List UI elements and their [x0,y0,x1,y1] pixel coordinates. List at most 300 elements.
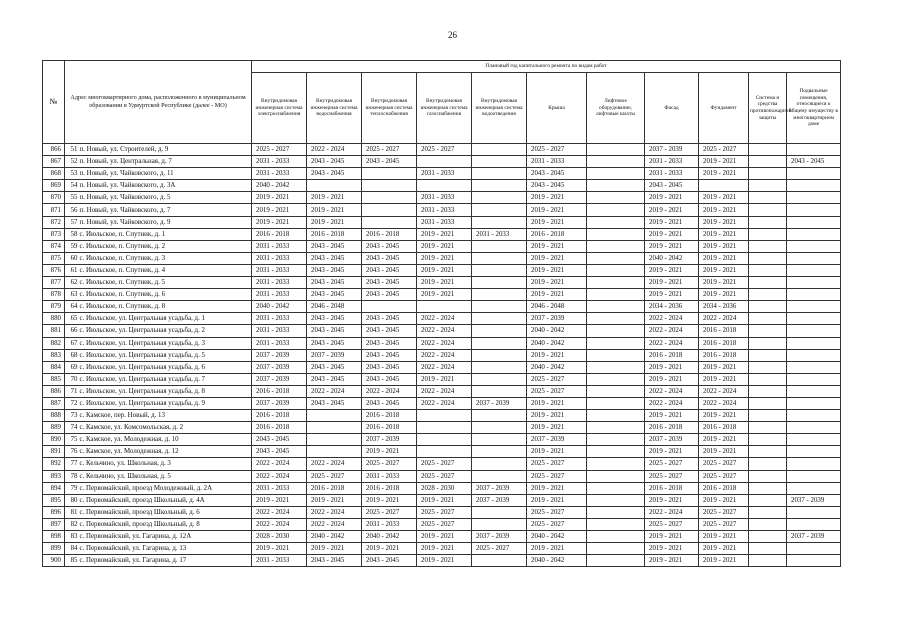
row-sub-number: 70 [65,373,79,385]
row-cell: 2025 - 2027 [699,144,749,156]
row-address: с. Первомайский, проезд Школьный, д. 4А [79,494,252,506]
row-cell: 2019 - 2021 [417,240,472,252]
row-cell: 2028 - 2030 [417,482,472,494]
row-cell [749,349,787,361]
row-cell [749,240,787,252]
row-cell: 2025 - 2027 [527,385,587,397]
row-sub-number: 73 [65,410,79,422]
row-cell [472,385,527,397]
row-cell [587,180,645,192]
row-cell: 2043 - 2045 [362,555,417,567]
row-cell [472,168,527,180]
row-cell: 2016 - 2018 [307,482,362,494]
capital-repair-table [42,60,841,567]
row-cell [787,422,841,434]
row-sub-number: 84 [65,543,79,555]
row-cell: 2031 - 2033 [417,192,472,204]
row-cell: 2025 - 2027 [417,518,472,530]
header-column: Подвальные помещения, относящиеся к общему имуществу в многоквартирном доме [787,73,841,144]
row-cell [472,301,527,313]
table-row [43,373,841,385]
row-cell: 2019 - 2021 [252,494,307,506]
row-cell: 2031 - 2033 [645,168,699,180]
row-cell: 2022 - 2024 [362,385,417,397]
row-cell [472,325,527,337]
row-sub-number: 58 [65,228,79,240]
row-cell [749,156,787,168]
table-row [43,168,841,180]
row-sub-number: 74 [65,422,79,434]
row-cell [472,156,527,168]
row-cell: 2019 - 2021 [307,204,362,216]
row-cell [787,168,841,180]
row-cell: 2019 - 2021 [252,216,307,228]
row-sub-number: 52 [65,156,79,168]
row-sub-number: 80 [65,494,79,506]
row-cell [587,506,645,518]
table-row [43,180,841,192]
row-cell: 2031 - 2033 [252,313,307,325]
row-cell [307,410,362,422]
row-cell: 2019 - 2021 [417,373,472,385]
row-cell: 2031 - 2033 [252,555,307,567]
row-cell: 2043 - 2045 [787,156,841,168]
row-cell [472,555,527,567]
row-cell: 2025 - 2027 [417,506,472,518]
row-cell [417,301,472,313]
row-cell: 2019 - 2021 [645,410,699,422]
row-cell [749,204,787,216]
row-cell [472,349,527,361]
row-cell: 2037 - 2039 [472,397,527,409]
row-cell [362,204,417,216]
row-cell: 2019 - 2021 [645,373,699,385]
row-cell: 2022 - 2024 [699,313,749,325]
table-row [43,337,841,349]
row-number: 873 [43,228,65,240]
header-column: Внутридомовая инженерная система газоснабжения [417,73,472,144]
row-cell [587,264,645,276]
row-cell [307,434,362,446]
row-cell: 2025 - 2027 [362,144,417,156]
row-cell: 2019 - 2021 [527,277,587,289]
row-address: с. Июльское, ул. Центральная усадьба, д. 3 [79,337,252,349]
row-cell: 2025 - 2027 [527,373,587,385]
row-cell [749,410,787,422]
row-cell [587,192,645,204]
row-cell [749,180,787,192]
row-address: с. Июльское, ул. Центральная усадьба, д. 9 [79,397,252,409]
row-cell: 2040 - 2042 [307,531,362,543]
table-row [43,385,841,397]
row-number: 867 [43,156,65,168]
row-address: п. Новый, ул. Чайковского, д. 5 [79,192,252,204]
row-address: с. Кельчино, ул. Школьная, д. 5 [79,470,252,482]
row-cell [787,313,841,325]
header-column: Внутридомовая инженерная система теплоснабжения [362,73,417,144]
row-cell: 2019 - 2021 [699,373,749,385]
row-cell [749,192,787,204]
row-cell: 2019 - 2021 [252,543,307,555]
page-number: 26 [448,30,457,40]
row-cell [587,434,645,446]
row-address: п. Новый, ул. Чайковского, д. 3А [79,180,252,192]
row-address: с. Июльское, ул. Центральная усадьба, д. 2 [79,325,252,337]
row-address: с. Июльское, п. Спутник, д. 2 [79,240,252,252]
row-cell: 2019 - 2021 [362,446,417,458]
row-cell [787,264,841,276]
table-row [43,216,841,228]
row-cell [587,518,645,530]
table-row [43,506,841,518]
row-address: с. Июльское, ул. Центральная усадьба, д. 1 [79,313,252,325]
row-cell [787,349,841,361]
row-cell: 2019 - 2021 [699,252,749,264]
row-cell [472,470,527,482]
row-number: 868 [43,168,65,180]
row-cell [587,240,645,252]
row-cell: 2037 - 2039 [527,313,587,325]
row-cell [587,494,645,506]
row-cell: 2019 - 2021 [417,289,472,301]
row-cell [587,458,645,470]
row-cell: 2016 - 2018 [699,337,749,349]
row-address: с. Кельчино, ул. Школьная, д. 3 [79,458,252,470]
header-num: № [43,61,65,144]
table-row [43,156,841,168]
row-cell [417,156,472,168]
row-cell: 2043 - 2045 [307,373,362,385]
row-cell [749,264,787,276]
row-cell: 2019 - 2021 [527,482,587,494]
row-cell: 2031 - 2033 [417,204,472,216]
row-cell: 2040 - 2042 [527,337,587,349]
row-cell [472,192,527,204]
table-row [43,277,841,289]
row-number: 872 [43,216,65,228]
row-cell [787,470,841,482]
row-cell: 2043 - 2045 [645,180,699,192]
row-cell: 2043 - 2045 [307,168,362,180]
row-cell [787,410,841,422]
row-cell: 2025 - 2027 [362,458,417,470]
row-cell: 2019 - 2021 [699,543,749,555]
row-cell [362,168,417,180]
row-address: с. Первомайский, проезд Школьный, д. 6 [79,506,252,518]
row-cell: 2025 - 2027 [417,470,472,482]
row-cell: 2043 - 2045 [307,240,362,252]
table-row [43,289,841,301]
row-cell [472,434,527,446]
table-row [43,543,841,555]
row-cell [749,168,787,180]
row-cell: 2037 - 2039 [252,361,307,373]
row-cell [749,531,787,543]
row-sub-number: 66 [65,325,79,337]
table-row [43,228,841,240]
row-cell: 2043 - 2045 [527,168,587,180]
row-cell [787,543,841,555]
row-sub-number: 75 [65,434,79,446]
row-cell: 2025 - 2027 [307,470,362,482]
row-cell: 2019 - 2021 [252,204,307,216]
row-cell: 2025 - 2027 [472,543,527,555]
row-number: 875 [43,252,65,264]
row-sub-number: 67 [65,337,79,349]
table-row [43,204,841,216]
row-address: с. Июльское, ул. Центральная усадьба, д. 6 [79,361,252,373]
row-cell: 2043 - 2045 [362,252,417,264]
row-cell: 2019 - 2021 [645,543,699,555]
row-cell: 2037 - 2039 [787,531,841,543]
row-cell [472,240,527,252]
row-number: 883 [43,349,65,361]
row-cell [587,349,645,361]
row-cell [472,458,527,470]
row-cell: 2019 - 2021 [699,168,749,180]
row-cell [472,361,527,373]
row-cell [472,264,527,276]
row-cell: 2037 - 2039 [645,434,699,446]
row-cell [417,410,472,422]
row-cell: 2022 - 2024 [417,325,472,337]
row-address: с. Июльское, п. Спутник, д. 6 [79,289,252,301]
row-cell [787,192,841,204]
row-cell [749,216,787,228]
row-address: с. Камское, ул. Молодежная, д. 12 [79,446,252,458]
header-plan-title: Плановый год капитального ремонта по видам работ [252,61,841,73]
row-cell [417,446,472,458]
row-cell: 2019 - 2021 [699,192,749,204]
row-cell: 2040 - 2042 [527,555,587,567]
header-column: Внутридомовая инженерная система электроснабжения [252,73,307,144]
row-address: с. Первомайский, проезд Школьный, д. 8 [79,518,252,530]
row-cell: 2043 - 2045 [362,156,417,168]
row-cell: 2043 - 2045 [362,397,417,409]
row-cell [749,482,787,494]
row-cell: 2043 - 2045 [307,361,362,373]
row-cell: 2022 - 2024 [252,506,307,518]
header-column: Внутридомовая инженерная система водоснабжения [307,73,362,144]
row-cell [587,325,645,337]
row-cell: 2019 - 2021 [645,216,699,228]
row-cell: 2031 - 2033 [417,216,472,228]
row-cell [472,180,527,192]
row-cell [472,313,527,325]
row-cell [587,204,645,216]
row-cell [472,277,527,289]
header-column: Фундамент [699,73,749,144]
row-cell [587,543,645,555]
row-cell: 2037 - 2039 [472,531,527,543]
row-cell [749,555,787,567]
row-cell [587,410,645,422]
row-cell [787,434,841,446]
row-cell [787,325,841,337]
row-cell [787,361,841,373]
row-cell: 2019 - 2021 [417,264,472,276]
row-sub-number: 60 [65,252,79,264]
row-number: 900 [43,555,65,567]
row-number: 869 [43,180,65,192]
row-cell: 2043 - 2045 [307,156,362,168]
row-cell: 2022 - 2024 [417,349,472,361]
row-cell: 2019 - 2021 [417,543,472,555]
row-cell [787,180,841,192]
row-cell: 2043 - 2045 [307,313,362,325]
row-cell: 2019 - 2021 [699,361,749,373]
row-cell: 2031 - 2033 [252,289,307,301]
table-row [43,361,841,373]
row-cell [749,385,787,397]
row-cell [587,422,645,434]
header-column: Система и средства противопожарной защиты [749,73,787,144]
row-cell: 2016 - 2018 [645,349,699,361]
row-cell [362,180,417,192]
row-number: 891 [43,446,65,458]
row-address: п. Новый, ул. Чайковского, д. 7 [79,204,252,216]
row-cell: 2019 - 2021 [417,228,472,240]
row-cell [472,216,527,228]
row-cell: 2043 - 2045 [527,180,587,192]
row-sub-number: 82 [65,518,79,530]
row-address: п. Новый, ул. Чайковского, д. 11 [79,168,252,180]
row-cell: 2016 - 2018 [362,422,417,434]
row-cell [472,204,527,216]
row-cell: 2025 - 2027 [362,506,417,518]
row-cell: 2031 - 2033 [252,156,307,168]
row-cell: 2019 - 2021 [699,434,749,446]
row-cell: 2025 - 2027 [645,518,699,530]
row-cell [749,277,787,289]
row-number: 877 [43,277,65,289]
row-cell: 2016 - 2018 [307,228,362,240]
table-row [43,240,841,252]
row-cell: 2016 - 2018 [252,228,307,240]
row-number: 870 [43,192,65,204]
row-cell [787,337,841,349]
row-sub-number: 85 [65,555,79,567]
row-cell [749,301,787,313]
row-cell: 2019 - 2021 [527,240,587,252]
row-cell: 2022 - 2024 [417,397,472,409]
row-cell [587,289,645,301]
row-cell [587,361,645,373]
row-cell: 2019 - 2021 [417,494,472,506]
table-row [43,144,841,156]
row-cell [787,252,841,264]
row-sub-number: 61 [65,264,79,276]
row-cell [587,470,645,482]
row-cell: 2043 - 2045 [307,252,362,264]
row-cell [787,482,841,494]
row-cell [749,518,787,530]
row-number: 880 [43,313,65,325]
row-cell: 2019 - 2021 [362,494,417,506]
row-cell: 2016 - 2018 [362,228,417,240]
row-cell [749,422,787,434]
row-cell [587,168,645,180]
row-cell: 2025 - 2027 [252,144,307,156]
row-sub-number: 62 [65,277,79,289]
row-sub-number: 68 [65,349,79,361]
table-row [43,555,841,567]
row-cell: 2025 - 2027 [699,458,749,470]
row-cell: 2040 - 2042 [527,531,587,543]
row-cell: 2019 - 2021 [699,531,749,543]
row-cell: 2037 - 2039 [252,373,307,385]
row-cell: 2037 - 2039 [527,434,587,446]
row-number: 898 [43,531,65,543]
row-cell: 2037 - 2039 [252,397,307,409]
row-cell: 2016 - 2018 [252,422,307,434]
row-cell: 2019 - 2021 [362,543,417,555]
row-cell: 2022 - 2024 [307,385,362,397]
row-cell: 2037 - 2039 [252,349,307,361]
row-cell: 2037 - 2039 [787,494,841,506]
row-cell: 2019 - 2021 [699,410,749,422]
row-cell [787,506,841,518]
row-sub-number: 59 [65,240,79,252]
row-number: 890 [43,434,65,446]
row-cell: 2031 - 2033 [252,168,307,180]
table-row [43,434,841,446]
row-cell [472,410,527,422]
table-row [43,482,841,494]
row-sub-number: 72 [65,397,79,409]
row-number: 876 [43,264,65,276]
row-cell [587,385,645,397]
row-cell [417,180,472,192]
row-cell [472,422,527,434]
row-cell [749,337,787,349]
row-address: с. Камское, пер. Новый, д. 13 [79,410,252,422]
row-cell: 2031 - 2033 [252,482,307,494]
row-cell [307,180,362,192]
row-address: с. Первомайский, проезд Молодежный, д. 2А [79,482,252,494]
header-address: Адрес многоквартирного дома, расположенного в муниципальном образовании в Удмуртской Республике (далее - МО) [65,61,252,144]
row-address: с. Июльское, ул. Центральная усадьба, д. 8 [79,385,252,397]
row-cell [749,543,787,555]
row-cell: 2019 - 2021 [307,192,362,204]
row-number: 871 [43,204,65,216]
table-row [43,470,841,482]
row-address: с. Июльское, п. Спутник, д. 1 [79,228,252,240]
row-cell: 2019 - 2021 [417,555,472,567]
row-cell: 2025 - 2027 [527,470,587,482]
row-cell: 2043 - 2045 [362,361,417,373]
row-cell [472,446,527,458]
row-cell: 2040 - 2042 [362,531,417,543]
row-cell [587,313,645,325]
row-cell [787,555,841,567]
row-number: 899 [43,543,65,555]
row-cell: 2022 - 2024 [307,518,362,530]
row-cell: 2025 - 2027 [645,470,699,482]
row-cell: 2031 - 2033 [252,240,307,252]
row-cell: 2043 - 2045 [307,337,362,349]
row-cell: 2022 - 2024 [307,506,362,518]
row-cell [787,446,841,458]
row-sub-number: 65 [65,313,79,325]
row-cell [307,446,362,458]
row-cell: 2025 - 2027 [527,506,587,518]
row-cell [362,301,417,313]
row-number: 894 [43,482,65,494]
row-sub-number: 78 [65,470,79,482]
row-cell: 2043 - 2045 [362,373,417,385]
row-cell [749,361,787,373]
